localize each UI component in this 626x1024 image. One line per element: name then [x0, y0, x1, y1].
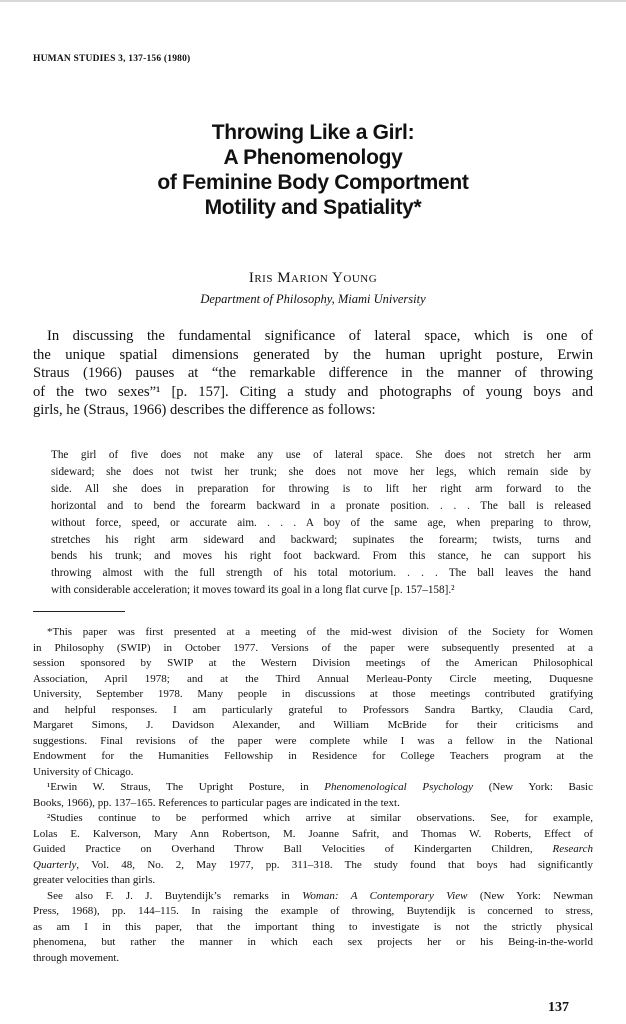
quote-line: throwing almost with the full strength of his total motorium. . . . The ball leaves the hand [51, 567, 591, 580]
quote-line: side. All she does in preparation for throwing is to lift her right arm forward to the [51, 482, 591, 495]
footnotes [33, 625, 593, 966]
footnote-line: Endowment for the Humanities Fellowship in Residence for College Teachers program at the [33, 750, 593, 762]
author-name-text: Iris Marion Young [248, 270, 378, 286]
footnote-text: ¹Erwin W. Straus, The Upright Posture, in [47, 781, 325, 793]
footnote-1 [33, 780, 593, 811]
footnote-line: Lolas E. Kalverson, Mary Ann Robertson, M. Joanne Safrit, and Thomas W. Roberts, Effect of [33, 827, 593, 840]
footnote-line: suggestions. Final revisions of the paper were complete while I was a fellow in the National [33, 734, 593, 747]
footnote-line: Books, 1966), pp. 137–165. References to particular pages are indicated in the text. [33, 796, 400, 809]
body-line: girls, he (Straus, 1966) describes the difference as follows: [33, 402, 376, 419]
quote-line: bends his trunk; and moves his right foot backward. From this stance, he can support his [51, 550, 591, 563]
author-affiliation: Department of Philosophy, Miami University [200, 292, 426, 306]
footnote-line: Association, April 1978; and at the Third Annual Merleau-Ponty Circle meeting, Duquesne [33, 672, 593, 685]
footnote-italic: Woman: A Contemporary View [302, 889, 468, 902]
footnote-line: University of Chicago. [33, 765, 134, 778]
footnote-text: See also F. J. J. Buytendijk’s remarks in [47, 889, 303, 902]
footnote-line: *This paper was first presented at a meeting of the mid-west division of the Society for Women [47, 626, 593, 638]
footnote-star [33, 625, 593, 780]
footnote-text: , Vol. 48, No. 2, May 1977, pp. 311–318. The study found that boys had significantly [76, 858, 593, 871]
article-title [0, 120, 626, 220]
author-name [0, 270, 626, 287]
footnote-text: Guided Practice on Overhand Throw Ball Velocities of Kindergarten Children, [33, 843, 553, 855]
journal-header: HUMAN STUDIES 3, 137-156 (1980) [33, 54, 191, 64]
quote-line: with considerable acceleration; it moves toward its goal in a long flat curve [p. 157–158].² [51, 584, 455, 597]
footnote-line [33, 889, 593, 905]
footnote-text: (New York: Basic [473, 781, 593, 793]
body-line: Straus (1966) pauses at “the remarkable difference in the manner of throwing [33, 365, 593, 382]
footnote-line [33, 842, 593, 858]
footnote-line: ²Studies continue to be performed which arrive at similar observations. See, for example, [47, 812, 593, 824]
title-line: Motility and Spatiality* [204, 196, 422, 219]
footnote-line: Margaret Simons, J. Davidson Alexander, and William McBride for their criticisms and [33, 719, 593, 731]
footnote-line: session sponsored by SWIP at the Western Division meetings of the American Philosophical [33, 657, 593, 669]
footnote-line: greater velocities than girls. [33, 874, 156, 886]
footnote-line: and helpful responses. I am particularly grateful to Professors Sandra Bartky, Claudia Card, [33, 703, 593, 716]
block-quote [51, 447, 591, 599]
quote-line: stretches his right arm sideward and backward; supinates the forearm; twists, turns and [51, 533, 591, 546]
top-border [0, 0, 626, 2]
title-line: Throwing Like a Girl: [211, 121, 415, 144]
body-line: In discussing the fundamental significance of lateral space, which is one of [47, 328, 593, 344]
footnote-italic: Quarterly [33, 858, 77, 871]
footnote-line: as am I in this paper, that the important thing to investigate is not the strictly physical [33, 920, 593, 933]
body-paragraph [33, 327, 593, 420]
quote-line: The girl of five does not make any use of lateral space. She does not stretch her arm [51, 449, 591, 461]
quote-line: sideward; she does not twist her trunk; she does not move her legs, which remain side by [51, 465, 591, 478]
footnote-italic: Research [552, 843, 593, 855]
footnote-line: Press, 1968), pp. 144–115. In raising the example of throwing, Buytendijk is concerned to stress, [33, 905, 593, 917]
body-line: the unique spatial dimensions generated by the human upright posture, Erwin [33, 346, 593, 363]
quote-line: without force, speed, or accurate aim. . . . A boy of the same age, when preparing to throw, [51, 516, 591, 529]
footnote-line [33, 780, 593, 796]
footnote-line [33, 858, 593, 874]
footnote-line: through movement. [33, 951, 120, 964]
footnote-text: (New York: Newman [467, 889, 593, 902]
footnote-2 [33, 811, 593, 889]
footnote-line: in Philosophy (SWIP) in October 1977. Versions of the paper were subsequently presented at a [33, 641, 593, 654]
footnote-3 [33, 889, 593, 967]
footnote-italic: Phenomenological Psychology [324, 781, 474, 793]
title-line: A Phenomenology [223, 146, 403, 169]
body-line: of the two sexes”¹ [p. 157]. Citing a study and photographs of young boys and [33, 383, 593, 400]
title-line: of Feminine Body Comportment [157, 171, 469, 194]
quote-line: horizontal and to bend the forearm backward in a pronate position. . . . The ball is released [51, 499, 591, 512]
footnote-line: phenomena, but rather the manner in which each sex projects her or his Being-in-the-world [33, 936, 593, 948]
page-number: 137 [548, 1000, 569, 1015]
footnote-line: University, September 1978. Many people in discussions at those meetings contributed gratifying [33, 688, 593, 700]
footnote-divider [33, 611, 125, 612]
